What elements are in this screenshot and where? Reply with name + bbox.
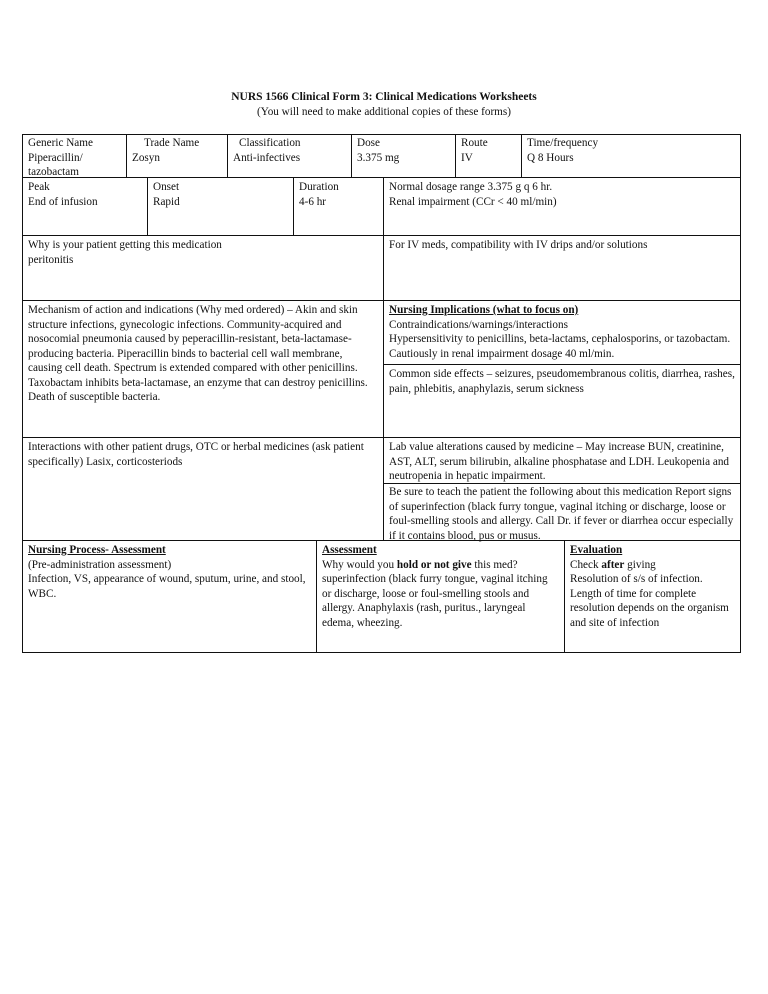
- evaluation-text: Resolution of s/s of infection. Length of time for complete resolution depends on the organism and site of infection: [570, 573, 729, 629]
- normal-dosage-range: Normal dosage range 3.375 g q 6 hr.: [389, 181, 553, 193]
- generic-name-cell: [23, 135, 126, 181]
- lab-values-cell: [384, 439, 740, 485]
- side-effects-cell: [384, 366, 740, 397]
- route-label: Route: [461, 137, 488, 149]
- nursing-process-cell: [23, 542, 316, 602]
- patient-teaching-text: Be sure to teach the patient the following about this medication Report signs of superinfection (black furry tongue, vaginal itching or discharge, loose or foul-smelling stools and allergy. Call Dr. if fever or diarrhea occur especially if it contains blood, pus or musus.: [389, 486, 734, 542]
- mechanism-cell: [23, 302, 383, 406]
- side-effects-text: Common side effects – seizures, pseudomembranous colitis, diarrhea, rashes, pain, phlebitis, anaphylazis, serum sickness: [389, 368, 735, 395]
- peak-cell: [23, 179, 147, 210]
- iv-compatibility-cell: [384, 237, 740, 254]
- classification-cell: [228, 135, 351, 166]
- duration-value: 4-6 hr: [299, 195, 327, 208]
- mechanism-text: Mechanism of action and indications (Why med ordered) – Akin and skin structure infections, gynecologic infections. Community-acquired and nosocomial pneumonia caused by peperacillin-resistant, beta-lactamase-producing bacteria. Piperacillin binds to bacterial cell wall membrane, causing cell death. Spectrum is extended compared with other penicillins. Taxobactam inhibits beta-lactamase, an enzyme that can destroy penicillins. Death of susceptible bacteria.: [28, 304, 368, 403]
- route-cell: [456, 135, 521, 166]
- nursing-process-heading: Nursing Process- Assessment: [28, 544, 166, 556]
- evaluation-check: Check after giving: [570, 558, 656, 571]
- dose-label: Dose: [357, 137, 380, 149]
- kinetics-row: [22, 177, 741, 236]
- form-subtitle: (You will need to make additional copies of these forms): [257, 106, 511, 118]
- classification-value: Anti-infectives: [233, 151, 301, 164]
- mechanism-row: [22, 300, 741, 438]
- trade-name-cell: [127, 135, 227, 166]
- interactions-text: Interactions with other patient drugs, OTC or herbal medicines (ask patient specifically) Lasix, corticosteriods: [28, 441, 364, 468]
- hold-assessment-heading: Assessment: [322, 544, 377, 556]
- duration-cell: [294, 179, 383, 210]
- classification-label: Classification: [239, 137, 301, 149]
- onset-cell: [148, 179, 293, 210]
- time-frequency-cell: [522, 135, 740, 166]
- nursing-implications-cell: [384, 302, 740, 362]
- normal-dosage-cell: [384, 179, 740, 210]
- evaluation-cell: [565, 542, 740, 631]
- indication-row: [22, 235, 741, 301]
- drug-info-row: [22, 134, 741, 178]
- time-frequency-label: Time/frequency: [527, 137, 599, 149]
- renal-impairment: Renal impairment (CCr < 40 ml/min): [389, 195, 557, 208]
- patient-teaching-cell: [384, 484, 740, 544]
- nursing-process-subheading: (Pre-administration assessment): [28, 558, 172, 571]
- trade-name-value: Zosyn: [132, 151, 160, 164]
- lab-values-text: Lab value alterations caused by medicine – May increase BUN, creatinine, AST, ALT, serum bilirubin, alkaline phosphatase and LDH. Leukopenia and neutropenia in hepatic impairment.: [389, 441, 730, 482]
- onset-label: Onset: [153, 181, 180, 193]
- nursing-implications-heading: Nursing Implications (what to focus on): [389, 304, 579, 316]
- contraindications-label: Contraindications/warnings/interactions: [389, 318, 568, 331]
- generic-name-label: Generic Name: [28, 137, 93, 149]
- iv-compatibility-label: For IV meds, compatibility with IV drips and/or solutions: [389, 239, 648, 251]
- peak-label: Peak: [28, 181, 50, 193]
- onset-value: Rapid: [153, 195, 180, 208]
- nursing-process-text: Infection, VS, appearance of wound, sputum, urine, and stool, WBC.: [28, 573, 306, 600]
- evaluation-heading: Evaluation: [570, 544, 623, 556]
- generic-name-value-2: tazobactam: [28, 166, 79, 178]
- route-value: IV: [461, 151, 473, 164]
- dose-value: 3.375 mg: [357, 151, 400, 164]
- why-getting-label: Why is your patient getting this medication: [28, 239, 222, 251]
- form-title: NURS 1566 Clinical Form 3: Clinical Medications Worksheets: [231, 91, 537, 103]
- peak-value: End of infusion: [28, 195, 98, 208]
- dose-cell: [352, 135, 455, 166]
- time-frequency-value: Q 8 Hours: [527, 151, 574, 164]
- hold-reasons-text: superinfection (black furry tongue, vaginal itching or discharge, loose or foul-smelling stools and allergy. Anaphylaxis (rash, puritus., laryngeal edema, wheezing.: [322, 573, 548, 629]
- hold-question: Why would you hold or not give this med?: [322, 558, 518, 571]
- generic-name-value-1: Piperacillin/: [28, 151, 83, 164]
- why-getting-cell: [23, 237, 383, 268]
- duration-label: Duration: [299, 181, 339, 193]
- contraindications-text: Hypersensitivity to penicillins, beta-lactams, cephalosporins, or tazobactam. Cautiously in renal impairment dosage 40 ml/min.: [389, 333, 731, 360]
- trade-name-label: Trade Name: [144, 137, 200, 149]
- why-getting-value: peritonitis: [28, 253, 74, 266]
- assessment-row: [22, 540, 741, 653]
- interactions-row: [22, 437, 741, 541]
- hold-assessment-cell: [317, 542, 564, 631]
- interactions-cell: [23, 439, 383, 470]
